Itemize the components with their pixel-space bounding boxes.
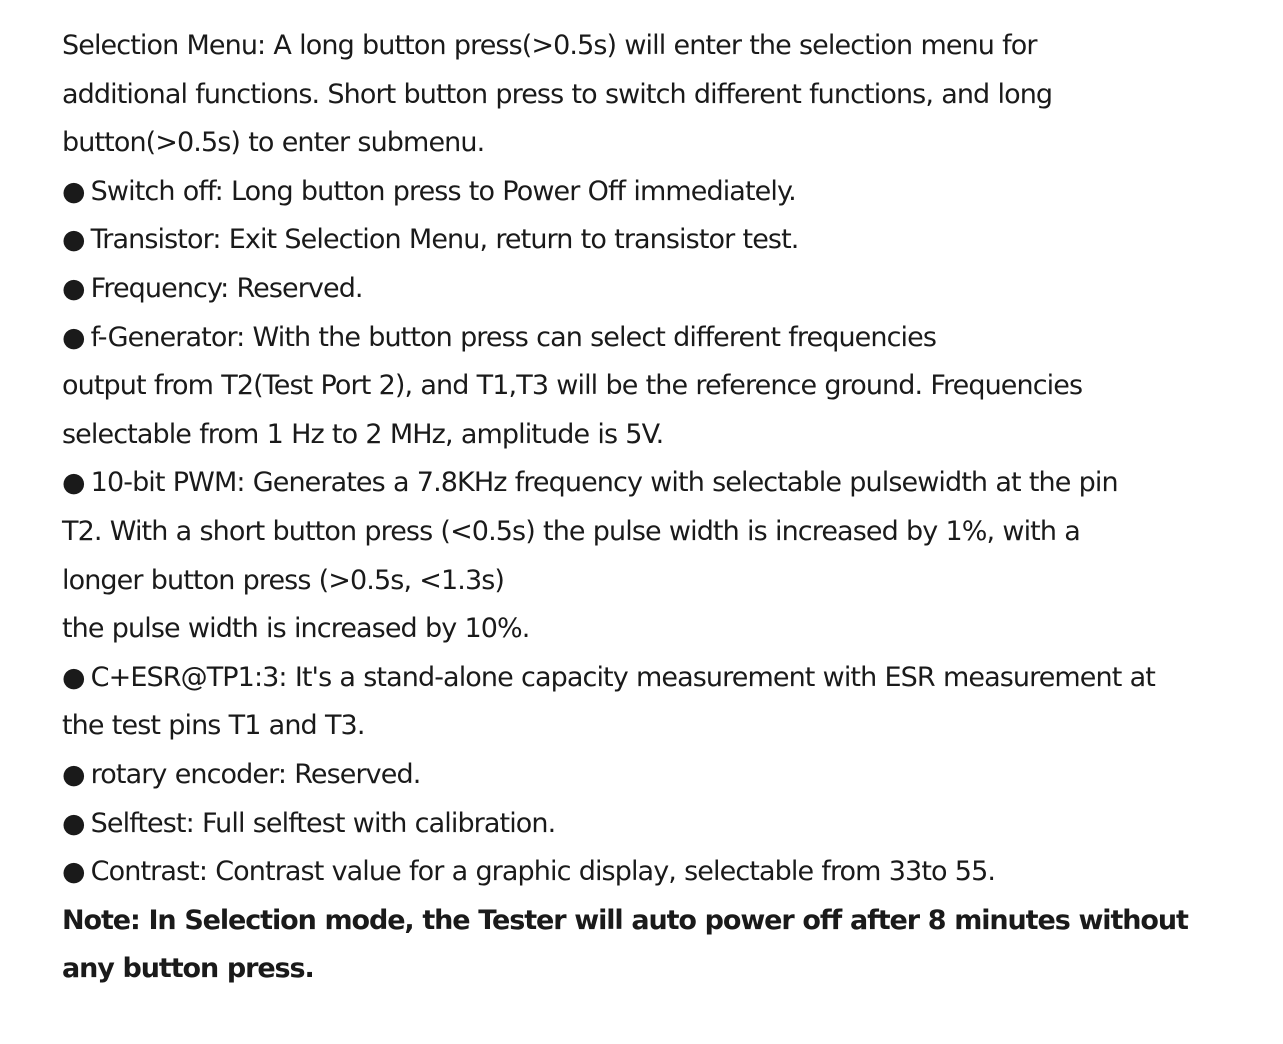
bullet-icon: ● <box>62 758 85 790</box>
bullet-icon: ● <box>62 807 85 839</box>
list-item-switch-off <box>62 168 1262 217</box>
intro-line-2: additional functions. Short button press to switch different functions, and long <box>62 78 1053 110</box>
intro-line-3: button(>0.5s) to enter submenu. <box>62 127 485 159</box>
list-item-text: rotary encoder: Reserved. <box>90 758 421 790</box>
list-item-text: Frequency: Reserved. <box>90 272 363 304</box>
list-item-text: C+ESR@TP1:3: It's a stand-alone capacity measurement with ESR measurement at <box>90 661 1155 693</box>
bullet-icon: ● <box>62 272 85 304</box>
list-item-selftest <box>62 800 1262 849</box>
list-item-transistor <box>62 216 1262 265</box>
list-item-text: 10-bit PWM: Generates a 7.8KHz frequency with selectable pulsewidth at the pin <box>90 467 1118 499</box>
intro-line-1: Selection Menu: A long button press(>0.5s) will enter the selection menu for <box>62 30 1037 61</box>
list-item-text: Contrast: Contrast value for a graphic display, selectable from 33to 55. <box>90 856 996 888</box>
list-item-continuation: longer button press (>0.5s, <1.3s) <box>62 564 505 596</box>
list-item-f-generator <box>62 314 1262 363</box>
list-item-continuation: selectable from 1 Hz to 2 MHz, amplitude is 5V. <box>62 418 664 450</box>
list-item-frequency <box>62 265 1262 314</box>
list-item-text: Transistor: Exit Selection Menu, return to transistor test. <box>90 224 799 256</box>
note-line-2: any button press. <box>62 953 314 985</box>
bullet-icon: ● <box>62 467 85 499</box>
list-item-text: Selftest: Full selftest with calibration. <box>90 807 556 839</box>
bullet-icon: ● <box>62 661 85 693</box>
list-item-c-esr <box>62 654 1262 703</box>
bullet-icon: ● <box>62 224 85 256</box>
bullet-icon: ● <box>62 175 85 207</box>
list-item-contrast <box>62 848 1262 897</box>
list-item-continuation: the pulse width is increased by 10%. <box>62 613 530 645</box>
note-line-1: Note: In Selection mode, the Tester will auto power off after 8 minutes without <box>62 904 1188 936</box>
list-item-text: f-Generator: With the button press can select different frequencies <box>90 321 937 353</box>
bullet-icon: ● <box>62 856 85 888</box>
bullet-icon: ● <box>62 321 85 353</box>
list-item-continuation: T2. With a short button press (<0.5s) the pulse width is increased by 1%, with a <box>62 515 1080 547</box>
list-item-rotary-encoder <box>62 751 1262 800</box>
list-item-text: Switch off: Long button press to Power Off immediately. <box>90 175 796 207</box>
list-item-continuation: output from T2(Test Port 2), and T1,T3 will be the reference ground. Frequencies <box>62 370 1083 402</box>
list-item-pwm <box>62 459 1262 508</box>
list-item-continuation: the test pins T1 and T3. <box>62 710 365 742</box>
document-body <box>62 22 1262 994</box>
